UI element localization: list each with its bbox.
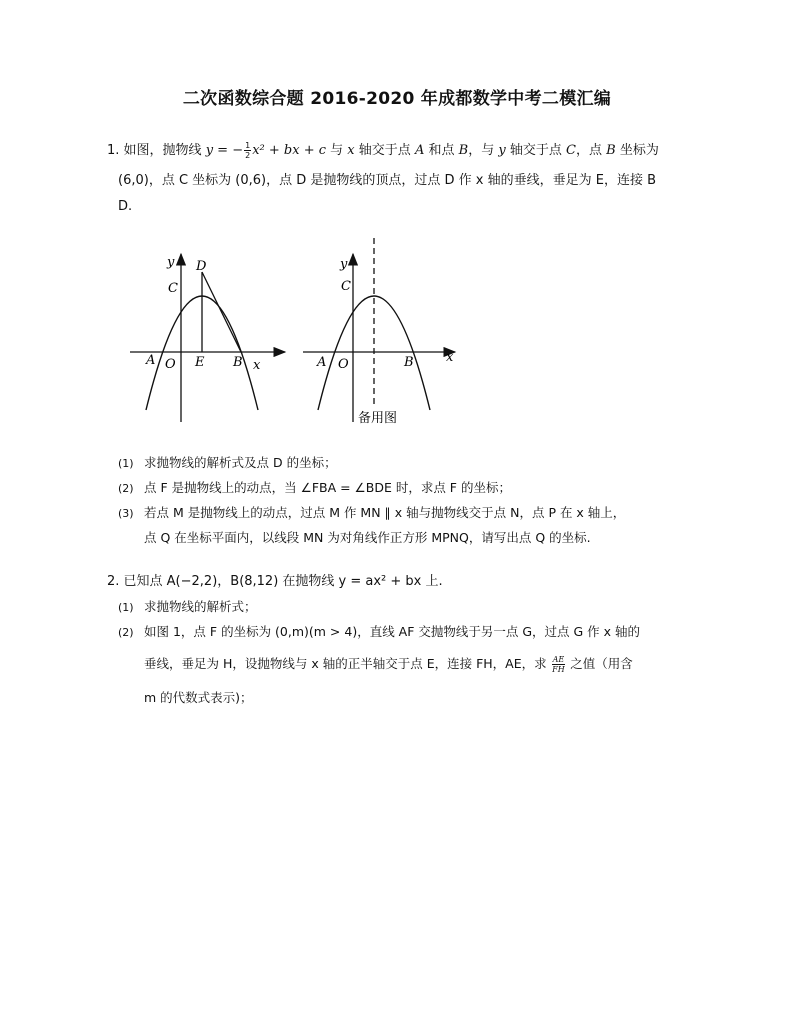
q2-part-2: (2) 如图 1，点 F 的坐标为 (0,m)(m > 4)，直线 AF 交抛物线于另一点 G，过点 G 作 x 轴的 (118, 624, 641, 639)
label-O-2: O (338, 357, 349, 372)
label-B: B (233, 355, 243, 370)
label-A-2: A (317, 355, 327, 370)
label-O: O (165, 357, 176, 372)
q1-part-3: (3) 若点 M 是抛物线上的动点，过点 M 作 MN ∥ x 轴与抛物线交于点 N，点 P 在 x 轴上， (118, 505, 626, 520)
label-A: A (146, 353, 156, 368)
label-E: E (195, 355, 205, 370)
spare-figure-caption: 备用图 (358, 411, 398, 426)
label-x: x (253, 358, 261, 373)
q1-part-2: (2) 点 F 是抛物线上的动点，当 ∠FBA = ∠BDE 时，求点 F 的坐标； (118, 480, 511, 495)
figure-spare (303, 238, 455, 426)
equation-right: x² + bx + c (252, 143, 326, 158)
q1-part-3-cont: 点 Q 在坐标平面内，以线段 MN 为对角线作正方形 MPNQ，请写出点 Q 的坐标. (144, 530, 591, 545)
fraction-half: $\frac{1}{2}$ (245, 141, 251, 160)
q1-figures (0, 228, 794, 458)
label-y-2: y (340, 257, 348, 272)
segment-DB (202, 272, 241, 352)
q1-line2: (6,0)，点 C 坐标为 (0,6)，点 D 是抛物线的顶点，过点 D 作 x 轴的垂线，垂足为 E，连接 B (118, 173, 657, 188)
label-y: y (167, 255, 175, 270)
label-B-2: B (404, 355, 414, 370)
q1-line3: D. (118, 199, 133, 214)
equation-left: y = − (205, 143, 244, 158)
q1-part-1: (1) 求抛物线的解析式及点 D 的坐标； (118, 455, 337, 470)
q2-part-1: (1) 求抛物线的解析式； (118, 599, 257, 614)
fraction-AE-FH: $\frac{AE}{FH}$ (552, 655, 565, 674)
label-C: C (168, 281, 178, 296)
label-x-2: x (446, 350, 454, 365)
q2-part-2-line2: 垂线，垂足为 H，设抛物线与 x 轴的正半轴交于点 E，连接 FH，AE，求 $\frac{AE}{FH}$ 之值（用含 (144, 655, 633, 674)
q2-line1: 2. 已知点 A(−2,2)，B(8,12) 在抛物线 y = ax² + bx 上. (107, 574, 443, 589)
page-title: 二次函数综合题 2016-2020 年成都数学中考二模汇编 (182, 89, 612, 109)
label-C-2: C (341, 279, 351, 294)
q2-part-2-line3: m 的代数式表示)； (144, 690, 253, 705)
q1-number: 1. (107, 143, 120, 158)
q1-line1: 1. 如图，抛物线 y = − $\frac{1}{2}$ x² + bx + c 与 x 轴交于点 A 和点 B，与 y 轴交于点 C，点 B 坐标为 (107, 141, 659, 160)
label-D: D (196, 259, 207, 274)
figure-main (130, 254, 285, 422)
